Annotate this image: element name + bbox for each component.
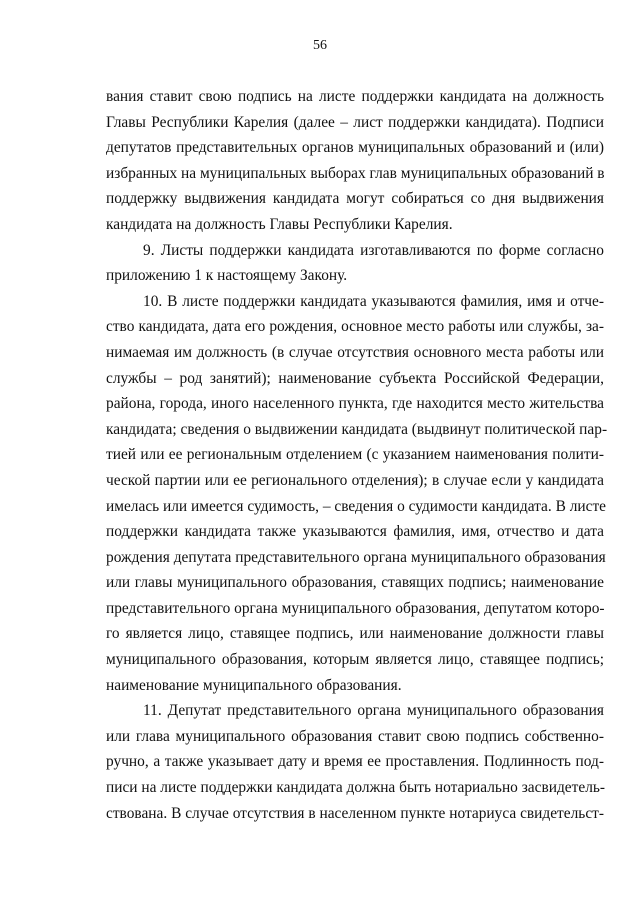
text-line: Главы Республики Карелия (далее – лист поддержки кандидата). Подписи bbox=[106, 113, 604, 131]
text-line: представительного органа муниципального образования, депутатом которо- bbox=[106, 599, 605, 617]
text-line: муниципального образования, которым является лицо, ставящее подпись; bbox=[106, 651, 604, 669]
paragraph-9-line: 9. Листы поддержки кандидата изготавливаются по форме согласно bbox=[143, 241, 604, 259]
text-line: службы – род занятий); наименование субъекта Российской Федерации, bbox=[106, 369, 604, 387]
text-line: или главы муниципального образования, ставящих подпись; наименование bbox=[106, 574, 604, 592]
paragraph-10-line: 10. В листе поддержки кандидата указываются фамилия, имя и отче- bbox=[143, 292, 604, 310]
text-line: ствована. В случае отсутствия в населенном пункте нотариуса свидетельст- bbox=[106, 804, 604, 822]
text-line: ство кандидата, дата его рождения, основное место работы или службы, за- bbox=[106, 318, 604, 336]
text-line: имелась или имеется судимость, – сведения о судимости кандидата. В листе bbox=[106, 497, 606, 515]
text-line: кандидата; сведения о выдвижении кандидата (выдвинут политической пар- bbox=[106, 420, 608, 438]
text-line: писи на листе поддержки кандидата должна быть нотариально засвидетель- bbox=[106, 779, 606, 797]
text-line: избранных на муниципальных выборах глав муниципальных образований в bbox=[106, 164, 605, 182]
text-line: приложению 1 к настоящему Закону. bbox=[106, 267, 348, 285]
text-line: вания ставит свою подпись на листе поддержки кандидата на должность bbox=[106, 88, 604, 105]
text-line: нимаемая им должность (в случае отсутствия основного места работы или bbox=[106, 343, 604, 361]
text-line: депутатов представительных органов муниципальных образований и (или) bbox=[106, 139, 604, 157]
text-line: ручно, а также указывает дату и время ее проставления. Подлинность под- bbox=[106, 753, 604, 771]
text-line: района, города, иного населенного пункта, где находится место жительства bbox=[106, 395, 604, 413]
text-line: или глава муниципального образования ставит свою подпись собственно- bbox=[106, 727, 604, 745]
text-line: тией или ее региональным отделением (с указанием наименования полити- bbox=[106, 446, 604, 464]
text-line: го является лицо, ставящее подпись, или наименование должности главы bbox=[106, 625, 604, 643]
text-line: ческой партии или ее регионального отделения); в случае если у кандидата bbox=[106, 471, 604, 489]
text-line: кандидата на должность Главы Республики Карелия. bbox=[106, 215, 453, 233]
document-text bbox=[106, 84, 608, 826]
text-line: поддержку выдвижения кандидата могут собираться со дня выдвижения bbox=[106, 190, 604, 208]
page-number: 56 bbox=[313, 38, 327, 53]
text-line: наименование муниципального образования. bbox=[106, 676, 402, 694]
text-line: рождения депутата представительного органа муниципального образования bbox=[106, 548, 606, 566]
text-line: поддержки кандидата также указываются фамилия, имя, отчество и дата bbox=[106, 523, 604, 541]
paragraph-11-line: 11. Депутат представительного органа муниципального образования bbox=[143, 702, 604, 720]
